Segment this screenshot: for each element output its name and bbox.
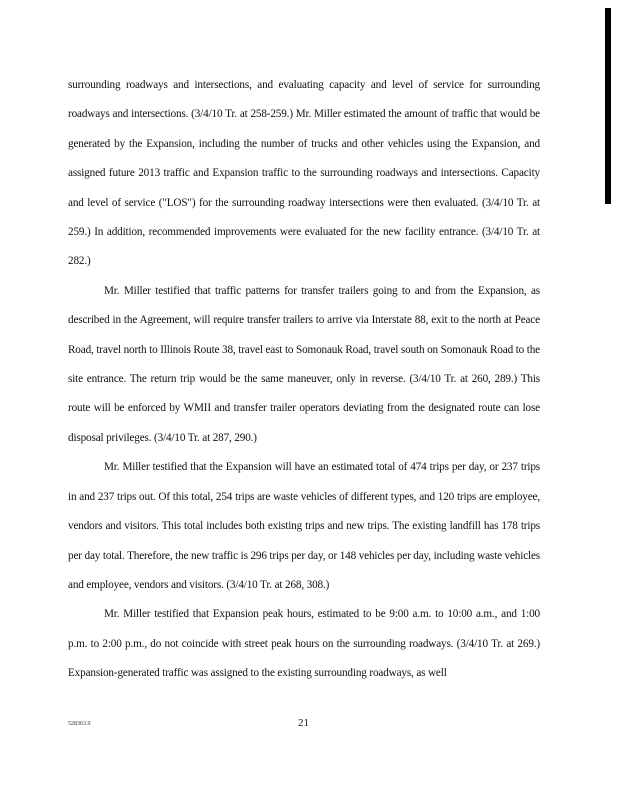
page-number: 21 [298,717,309,729]
paragraph-traffic-study: surrounding roadways and intersections, and evaluating capacity and level of service for surrounding roadways and intersections. (3/4/10 Tr. at 258-259.) Mr. Miller estimated the amount of traffic that would be generated by the Expansion, including the number of trucks and other vehicles using the Expansion, and assigned future 2013 traffic and Expansion traffic to the surrounding roadways and intersections. Capacity and level of service ("LOS") for the surrounding roadway intersections were then evaluated. (3/4/10 Tr. at 259.) In addition, recommended improvements were evaluated for the new facility entrance. (3/4/10 Tr. at 282.) [68,79,540,268]
document-id: 528363.9 [68,721,91,727]
margin-change-bar [605,8,611,204]
paragraph-transfer-route: Mr. Miller testified that traffic patterns for transfer trailers going to and from the Expansion, as described in the Agreement, will require transfer trailers to arrive via Interstate 88, exit to the north at Peace Road, travel north to Illinois Route 38, travel east to Somonauk Road, travel south on Somonauk Road to the site entrance. The return trip would be the same maneuver, only in reverse. (3/4/10 Tr. at 260, 289.) This route will be enforced by WMII and transfer trailer operators deviating from the designated route can lose disposal privileges. (3/4/10 Tr. at 287, 290.) [68,284,540,444]
document-body [68,71,540,689]
paragraph-peak-hours: Mr. Miller testified that Expansion peak hours, estimated to be 9:00 a.m. to 10:00 a.m., and 1:00 p.m. to 2:00 p.m., do not coincide with street peak hours on the surrounding roadways. (3/4/10 Tr. at 269.) Expansion-generated traffic was assigned to the existing surrounding roadways, as well [68,608,540,680]
paragraph-trip-totals: Mr. Miller testified that the Expansion will have an estimated total of 474 trips per day, or 237 trips in and 237 trips out. Of this total, 254 trips are waste vehicles of different types, and 120 trips are employee, vendors and visitors. This total includes both existing trips and new trips. The existing landfill has 178 trips per day total. Therefore, the new traffic is 296 trips per day, or 148 vehicles per day, including waste vehicles and employee, vendors and visitors. (3/4/10 Tr. at 268, 308.) [68,461,540,591]
